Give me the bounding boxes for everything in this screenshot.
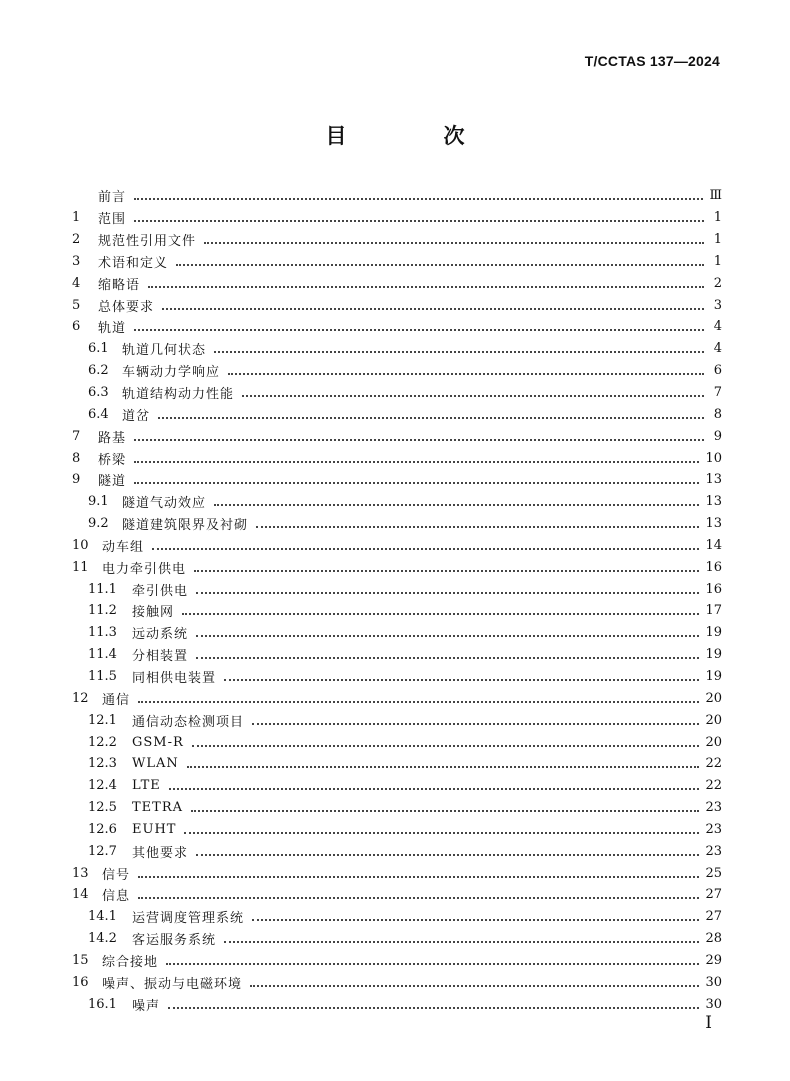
toc-dot-leader bbox=[134, 460, 699, 463]
toc-entry[interactable] bbox=[72, 644, 722, 666]
toc-dot-leader bbox=[214, 503, 699, 506]
toc-entry[interactable] bbox=[72, 950, 722, 972]
toc-entry-number: 1 bbox=[72, 210, 81, 226]
toc-entry[interactable] bbox=[72, 622, 722, 644]
toc-entry-page: 1 bbox=[713, 232, 722, 248]
toc-entry-number: 12.4 bbox=[88, 778, 117, 794]
toc-entry-page: 7 bbox=[713, 385, 722, 401]
toc-entry-number: 6.2 bbox=[88, 363, 109, 379]
toc-entry[interactable] bbox=[72, 403, 722, 425]
toc-entry-label: EUHT bbox=[132, 821, 177, 837]
toc-entry[interactable] bbox=[72, 360, 722, 382]
toc-dot-leader bbox=[134, 197, 703, 200]
toc-entry-number: 11.5 bbox=[88, 668, 117, 684]
toc-entry-label: 噪声 bbox=[132, 998, 161, 1014]
toc-entry-page: 27 bbox=[705, 887, 722, 903]
toc-entry[interactable] bbox=[72, 818, 722, 840]
toc-entry-page: 29 bbox=[705, 952, 722, 968]
toc-entry-number: 12 bbox=[72, 690, 89, 706]
toc-dot-leader bbox=[152, 547, 699, 550]
toc-entry[interactable] bbox=[72, 294, 722, 316]
toc-entry-page: 19 bbox=[705, 668, 722, 684]
toc-dot-leader bbox=[134, 481, 699, 484]
toc-entry-label: 通信 bbox=[102, 692, 131, 708]
toc-entry-number: 7 bbox=[72, 428, 81, 444]
toc-entry-page: 10 bbox=[705, 450, 722, 466]
toc-entry[interactable] bbox=[72, 753, 722, 775]
toc-entry[interactable] bbox=[72, 425, 722, 447]
toc-entry-label: 轨道几何状态 bbox=[122, 343, 207, 359]
toc-dot-leader bbox=[191, 809, 699, 812]
toc-entry-page: 16 bbox=[705, 581, 722, 597]
toc-dot-leader bbox=[252, 722, 699, 725]
toc-entry-number: 16 bbox=[72, 974, 89, 990]
toc-entry-label: GSM-R bbox=[132, 734, 184, 750]
table-of-contents bbox=[72, 185, 722, 1015]
toc-dot-leader bbox=[224, 678, 699, 681]
toc-dot-leader bbox=[242, 394, 704, 397]
toc-entry-page: 22 bbox=[705, 756, 722, 772]
toc-entry-page: 17 bbox=[705, 603, 722, 619]
toc-entry-label: 通信动态检测项目 bbox=[132, 714, 245, 730]
toc-entry-number: 4 bbox=[72, 275, 81, 291]
toc-entry-number: 14.1 bbox=[88, 909, 117, 925]
toc-entry-page: 16 bbox=[705, 559, 722, 575]
toc-entry-label: 路基 bbox=[98, 430, 127, 446]
toc-dot-leader bbox=[169, 787, 700, 790]
toc-entry-label: 范围 bbox=[98, 212, 127, 228]
toc-dot-leader bbox=[252, 918, 699, 921]
toc-entry-number: 11.2 bbox=[88, 603, 117, 619]
toc-entry-number: 6 bbox=[72, 319, 81, 335]
toc-entry-number: 8 bbox=[72, 450, 81, 466]
toc-entry[interactable] bbox=[72, 185, 722, 207]
toc-entry[interactable] bbox=[72, 840, 722, 862]
toc-entry-page: 13 bbox=[705, 472, 722, 488]
page-title: 目 次 bbox=[325, 123, 503, 148]
toc-dot-leader bbox=[134, 219, 704, 222]
toc-entry-page: 30 bbox=[705, 996, 722, 1012]
toc-entry-number: 11 bbox=[72, 559, 89, 575]
toc-entry-label: TETRA bbox=[132, 800, 184, 816]
toc-entry-label: 综合接地 bbox=[102, 954, 159, 970]
toc-entry-number: 6.4 bbox=[88, 406, 109, 422]
toc-entry-number: 16.1 bbox=[88, 996, 117, 1012]
toc-entry-page: 4 bbox=[713, 319, 722, 335]
toc-entry-page: 23 bbox=[705, 843, 722, 859]
toc-entry-label: 信号 bbox=[102, 867, 131, 883]
toc-entry-page: 23 bbox=[705, 800, 722, 816]
toc-entry-page: 9 bbox=[713, 428, 722, 444]
toc-entry[interactable] bbox=[72, 316, 722, 338]
toc-entry-number: 12.6 bbox=[88, 821, 117, 837]
toc-entry-label: LTE bbox=[132, 778, 161, 794]
toc-entry-label: 牵引供电 bbox=[132, 583, 189, 599]
toc-dot-leader bbox=[196, 591, 699, 594]
toc-entry-label: 道岔 bbox=[122, 408, 151, 424]
toc-entry[interactable] bbox=[72, 600, 722, 622]
toc-dot-leader bbox=[134, 438, 704, 441]
toc-entry[interactable] bbox=[72, 447, 722, 469]
toc-entry[interactable] bbox=[72, 578, 722, 600]
toc-entry-page: 28 bbox=[705, 931, 722, 947]
toc-dot-leader bbox=[250, 984, 699, 987]
toc-entry-page: 25 bbox=[705, 865, 722, 881]
toc-dot-leader bbox=[204, 241, 704, 244]
toc-entry[interactable] bbox=[72, 491, 722, 513]
toc-entry-number: 9.2 bbox=[88, 516, 109, 532]
toc-entry-label: 车辆动力学响应 bbox=[122, 365, 221, 381]
toc-entry[interactable] bbox=[72, 884, 722, 906]
toc-entry[interactable] bbox=[72, 251, 722, 273]
toc-entry-page: 23 bbox=[705, 821, 722, 837]
toc-entry-label: 信息 bbox=[102, 889, 131, 905]
toc-entry[interactable] bbox=[72, 469, 722, 491]
toc-entry[interactable] bbox=[72, 272, 722, 294]
toc-entry[interactable] bbox=[72, 382, 722, 404]
toc-dot-leader bbox=[182, 612, 699, 615]
toc-entry-number: 12.7 bbox=[88, 843, 117, 859]
toc-entry[interactable] bbox=[72, 556, 722, 578]
toc-entry-label: WLAN bbox=[132, 756, 179, 772]
toc-entry-number: 9 bbox=[72, 472, 81, 488]
toc-dot-leader bbox=[214, 350, 704, 353]
toc-dot-leader bbox=[158, 416, 704, 419]
toc-dot-leader bbox=[138, 896, 699, 899]
toc-entry-page: 13 bbox=[705, 494, 722, 510]
toc-entry-number: 12.5 bbox=[88, 800, 117, 816]
toc-entry-page: 27 bbox=[705, 909, 722, 925]
toc-entry-page: 20 bbox=[705, 712, 722, 728]
toc-entry[interactable] bbox=[72, 993, 722, 1015]
toc-dot-leader bbox=[192, 744, 700, 747]
toc-entry-page: 4 bbox=[713, 341, 722, 357]
toc-entry-number: 6.1 bbox=[88, 341, 109, 357]
toc-entry[interactable] bbox=[72, 338, 722, 360]
toc-entry[interactable] bbox=[72, 862, 722, 884]
toc-entry-number: 10 bbox=[72, 537, 89, 553]
toc-entry-number: 15 bbox=[72, 952, 89, 968]
toc-entry-number: 11.3 bbox=[88, 625, 117, 641]
toc-entry-label: 隧道建筑限界及衬砌 bbox=[122, 518, 249, 534]
toc-entry-number: 11.4 bbox=[88, 647, 117, 663]
toc-entry-label: 规范性引用文件 bbox=[98, 234, 197, 250]
toc-entry[interactable] bbox=[72, 207, 722, 229]
toc-entry-label: 隧道 bbox=[98, 474, 127, 490]
toc-dot-leader bbox=[224, 940, 699, 943]
toc-entry-label: 动车组 bbox=[102, 539, 145, 555]
toc-dot-leader bbox=[166, 962, 699, 965]
toc-entry-label: 总体要求 bbox=[98, 299, 155, 315]
toc-entry-label: 术语和定义 bbox=[98, 255, 169, 271]
toc-entry[interactable] bbox=[72, 775, 722, 797]
toc-dot-leader bbox=[194, 569, 699, 572]
toc-entry[interactable] bbox=[72, 535, 722, 557]
toc-entry-page: 8 bbox=[713, 406, 722, 422]
toc-entry-label: 远动系统 bbox=[132, 627, 189, 643]
toc-entry-label: 其他要求 bbox=[132, 845, 189, 861]
toc-entry-page: Ⅲ bbox=[709, 188, 722, 204]
toc-entry-number: 3 bbox=[72, 253, 81, 269]
toc-dot-leader bbox=[176, 263, 704, 266]
toc-entry[interactable] bbox=[72, 709, 722, 731]
toc-entry[interactable] bbox=[72, 513, 722, 535]
toc-entry[interactable] bbox=[72, 971, 722, 993]
toc-entry-page: 14 bbox=[705, 537, 722, 553]
toc-entry-page: 1 bbox=[713, 210, 722, 226]
toc-entry-number: 13 bbox=[72, 865, 89, 881]
toc-dot-leader bbox=[162, 307, 704, 310]
toc-dot-leader bbox=[138, 700, 699, 703]
toc-entry-page: 19 bbox=[705, 625, 722, 641]
toc-dot-leader bbox=[196, 853, 699, 856]
toc-entry-page: 6 bbox=[713, 363, 722, 379]
toc-entry[interactable] bbox=[72, 229, 722, 251]
toc-entry-page: 22 bbox=[705, 778, 722, 794]
toc-entry[interactable] bbox=[72, 666, 722, 688]
document-code: T/CCTAS 137—2024 bbox=[584, 53, 720, 69]
toc-entry[interactable] bbox=[72, 928, 722, 950]
toc-entry-label: 轨道 bbox=[98, 321, 127, 337]
toc-entry[interactable] bbox=[72, 731, 722, 753]
toc-entry[interactable] bbox=[72, 797, 722, 819]
toc-entry[interactable] bbox=[72, 687, 722, 709]
toc-dot-leader bbox=[138, 875, 699, 878]
toc-entry-label: 电力牵引供电 bbox=[102, 561, 187, 577]
toc-entry-label: 分相装置 bbox=[132, 649, 189, 665]
toc-entry-number: 9.1 bbox=[88, 494, 109, 510]
toc-entry[interactable] bbox=[72, 906, 722, 928]
toc-dot-leader bbox=[148, 285, 704, 288]
toc-dot-leader bbox=[256, 525, 699, 528]
toc-entry-number: 12.3 bbox=[88, 756, 117, 772]
toc-entry-number: 11.1 bbox=[88, 581, 117, 597]
toc-entry-page: 3 bbox=[713, 297, 722, 313]
toc-entry-page: 13 bbox=[705, 516, 722, 532]
toc-entry-page: 30 bbox=[705, 974, 722, 990]
toc-entry-number: 6.3 bbox=[88, 385, 109, 401]
toc-entry-label: 接触网 bbox=[132, 605, 175, 621]
page-number: I bbox=[705, 1013, 712, 1033]
toc-dot-leader bbox=[187, 765, 700, 768]
toc-entry-number: 14 bbox=[72, 887, 89, 903]
toc-entry-label: 桥梁 bbox=[98, 452, 127, 468]
toc-entry-label: 前言 bbox=[98, 190, 127, 206]
toc-dot-leader bbox=[134, 328, 704, 331]
toc-entry-label: 缩略语 bbox=[98, 277, 141, 293]
toc-dot-leader bbox=[196, 634, 699, 637]
toc-entry-label: 同相供电装置 bbox=[132, 670, 217, 686]
toc-entry-page: 20 bbox=[705, 734, 722, 750]
toc-dot-leader bbox=[168, 1006, 699, 1009]
toc-dot-leader bbox=[196, 656, 699, 659]
toc-entry-number: 14.2 bbox=[88, 931, 117, 947]
toc-entry-number: 12.2 bbox=[88, 734, 117, 750]
toc-entry-label: 噪声、振动与电磁环境 bbox=[102, 976, 243, 992]
toc-entry-label: 轨道结构动力性能 bbox=[122, 387, 235, 403]
toc-entry-number: 5 bbox=[72, 297, 81, 313]
toc-entry-page: 2 bbox=[713, 275, 722, 291]
toc-entry-page: 1 bbox=[713, 253, 722, 269]
toc-entry-label: 隧道气动效应 bbox=[122, 496, 207, 512]
toc-dot-leader bbox=[228, 372, 704, 375]
toc-entry-page: 20 bbox=[705, 690, 722, 706]
toc-entry-label: 客运服务系统 bbox=[132, 933, 217, 949]
toc-dot-leader bbox=[184, 831, 699, 834]
toc-entry-label: 运营调度管理系统 bbox=[132, 911, 245, 927]
toc-entry-number: 12.1 bbox=[88, 712, 117, 728]
toc-entry-number: 2 bbox=[72, 232, 81, 248]
toc-entry-page: 19 bbox=[705, 647, 722, 663]
